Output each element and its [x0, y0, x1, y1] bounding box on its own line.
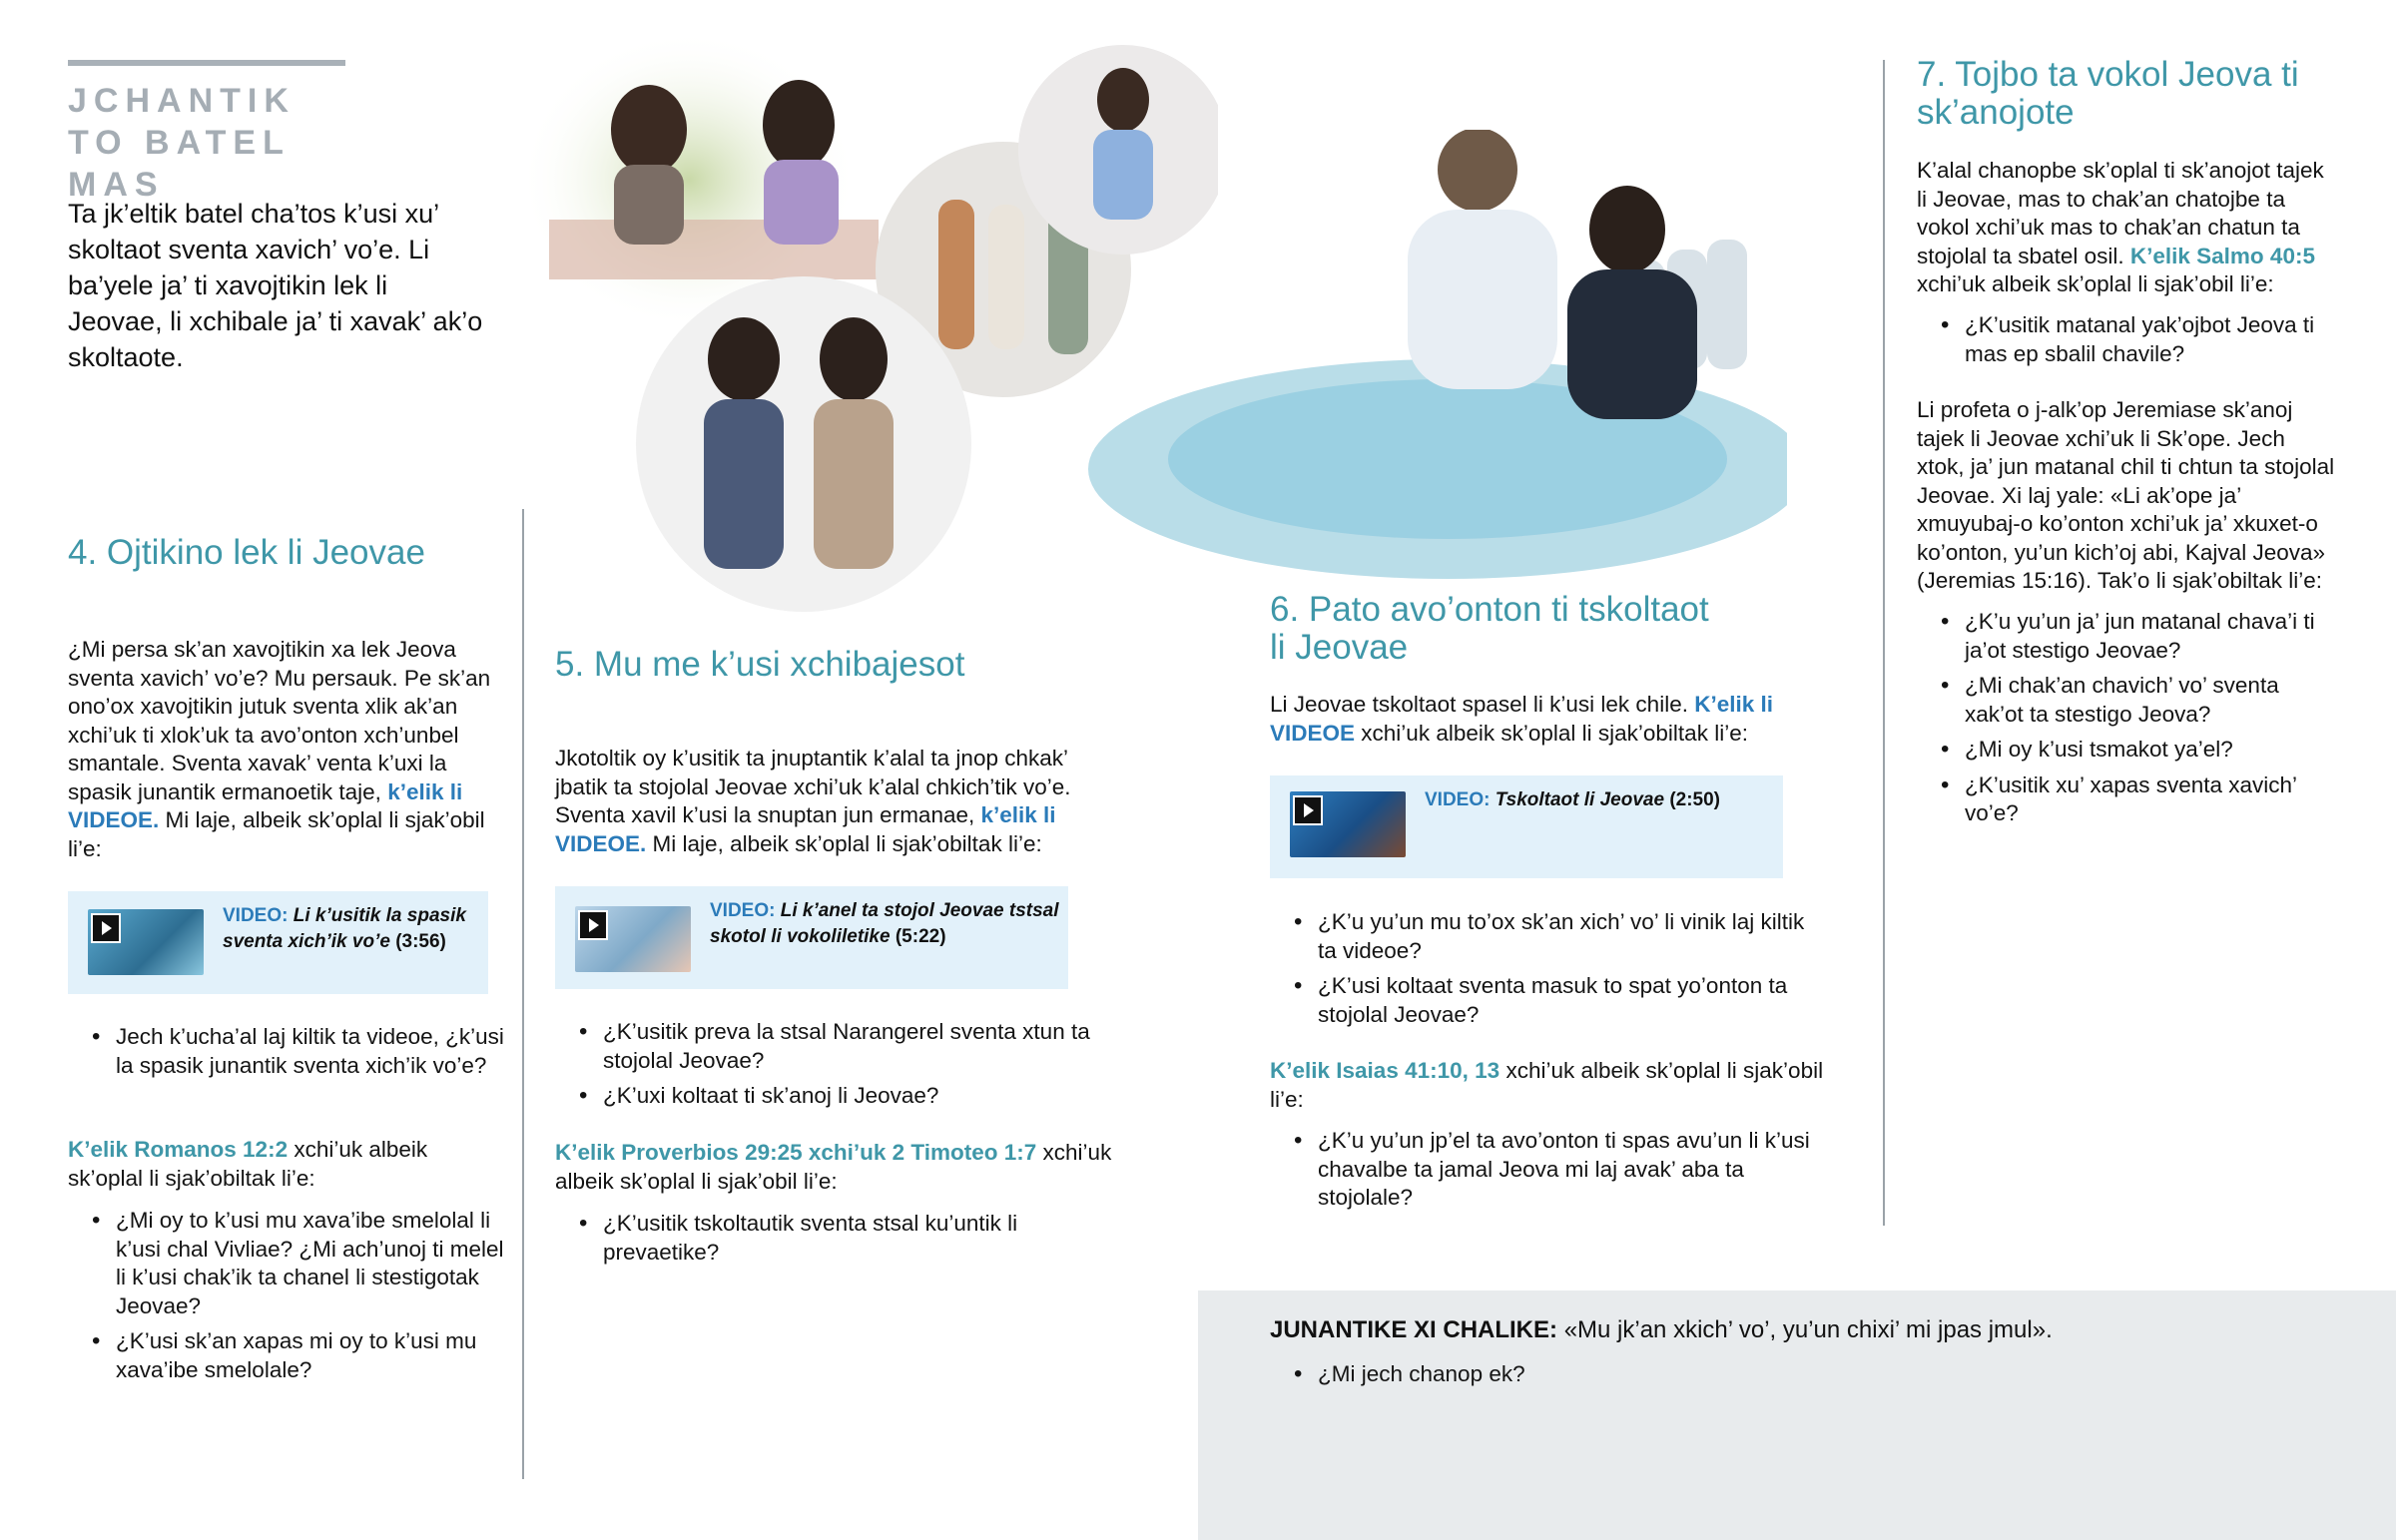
list-item: • ¿K’usitik matanal yak’ojbot Jeova ti mas ep sbalil chavile?	[1917, 311, 2336, 368]
video-thumbnail[interactable]	[88, 909, 204, 975]
scripture-link[interactable]: K’elik Proverbios 29:25 xchi’uk 2 Timoteo 1:7	[555, 1140, 1037, 1165]
list-item: • ¿K’usi sk’an xapas mi oy to k’usi mu xava’ibe smelolale?	[68, 1327, 507, 1384]
summary-label: JUNANTIKE XI CHALIKE:	[1270, 1316, 1558, 1343]
column-divider-1	[522, 509, 524, 1479]
section-4-paragraph: ¿Mi persa sk’an xavojtikin xa lek Jeova sventa xavich’ vo’e? Mu persauk. Pe sk’an ono’ox xavojtikin jutuk sventa xlik ak’an xchi’uk ti xlok’uk ta avo’onton xch’unbel smantale. Sventa xavak’ venta k’uxi la spasik junantik ermanoetik taje, k’elik li VIDEOE. Mi laje, albeik sk’oplal li sjak’obil li’e:	[68, 637, 491, 861]
list-item: • ¿Mi oy k’usi tsmakot ya’el?	[1917, 736, 2336, 765]
list-item: • ¿K’usitik tskoltautik sventa stsal ku’untik li prevaetike?	[555, 1210, 1094, 1267]
section-6-paragraph: Li Jeovae tskoltaot spasel li k’usi lek chile. K’elik li VIDEOE xchi’uk albeik sk’oplal li sjak’obiltak li’e:	[1270, 692, 1774, 746]
section-7-questions-1	[1917, 311, 2336, 375]
section-7-paragraph-1: K’alal chanopbe sk’oplal ti sk’anojot tajek li Jeovae, mas to chak’an chatojbe ta vokol xchi’uk mas to chak’an chatun ta stojolal ta sbatel osil. K’elik Salmo 40:5 xchi’uk albeik sk’oplal li sjak’obil li’e:	[1917, 158, 2324, 296]
section-6-title: 6. Pato avo’onton ti tskoltaot li Jeovae	[1270, 590, 1709, 667]
section-6-questions-1	[1270, 908, 1829, 1036]
video-box[interactable]	[555, 886, 1068, 989]
play-icon[interactable]	[578, 910, 608, 940]
play-icon[interactable]	[91, 913, 121, 943]
list-item: • ¿K’u yu’un ja’ jun matanal chava’i ti ja’ot stestigo Jeovae?	[1917, 608, 2336, 665]
list-item: • ¿Mi jech chanop ek?	[1270, 1360, 2168, 1389]
list-item: • ¿K’usi koltaat sventa masuk to spat yo’onton ta stojolal Jeovae?	[1270, 972, 1829, 1029]
list-item: • ¿K’uxi koltaat ti sk’anoj li Jeovae?	[555, 1082, 1094, 1111]
list-item: • Jech k’ucha’al laj kiltik ta videoe, ¿k’usi la spasik junantik sventa xich’ik vo’e?	[68, 1023, 507, 1080]
section-5-questions-2	[555, 1210, 1094, 1274]
section-6-reading: K’elik Isaias 41:10, 13 xchi’uk albeik sk’oplal li sjak’obil li’e:	[1270, 1058, 1824, 1112]
video-link[interactable]: k’elik li VIDEOE.	[555, 802, 1056, 856]
video-box[interactable]	[1270, 775, 1783, 878]
section-5-questions-1	[555, 1018, 1094, 1118]
section-4-reading: K’elik Romanos 12:2 xchi’uk albeik sk’oplal li sjak’obiltak li’e:	[68, 1137, 428, 1191]
list-item: • ¿K’u yu’un mu to’ox sk’an xich’ vo’ li vinik laj kiltik ta videoe?	[1270, 908, 1829, 965]
play-icon[interactable]	[1293, 795, 1323, 825]
kicker-rule	[68, 60, 345, 66]
section-4-questions-2	[68, 1207, 507, 1391]
section-7-paragraph-2: Li profeta o j-alk’op Jeremiase sk’anoj tajek li Jeovae xchi’uk li Sk’ope. Jech xtok, ja’ jun matanal chil ti chtun ta stojolal Jeovae. Xi laj yale: «Li ak’ope ja’ xmuyubaj-o ko’onton xchi’uk ja’ xkuxet-o ko’onton, yu’un kich’oj abi, Kajval Jeova» (Jeremias 15:16). Tak’o li sjak’obiltak li’e:	[1917, 397, 2335, 593]
video-thumbnail[interactable]	[575, 906, 691, 972]
baptism-illustration	[1068, 130, 1787, 599]
section-5-reading: K’elik Proverbios 29:25 xchi’uk 2 Timoteo 1:7 xchi’uk albeik sk’oplal li sjak’obil li’e:	[555, 1140, 1112, 1194]
video-thumbnail[interactable]	[1290, 791, 1406, 857]
section-7-questions-2	[1917, 608, 2336, 835]
summary-questions	[1270, 1360, 2168, 1396]
section-5-title: 5. Mu me k’usi xchibajesot	[555, 645, 965, 684]
section-5-paragraph: Jkotoltik oy k’usitik ta jnuptantik k’alal ta jnop chkak’ jbatik ta stojolal Jeovae xchi’uk k’alal chkich’tik vo’e. Sventa xavil k’usi la snuptan jun ermanae, k’elik li VIDEOE. Mi laje, albeik sk’oplal li sjak’obiltak li’e:	[555, 746, 1071, 856]
list-item: • ¿K’usitik preva la stsal Narangerel sventa xtun ta stojolal Jeovae?	[555, 1018, 1094, 1075]
section-4-title: 4. Ojtikino lek li Jeovae	[68, 533, 425, 572]
list-item: • ¿K’u yu’un jp’el ta avo’onton ti spas avu’un li k’usi chavalbe ta jamal Jeova mi laj avak’ aba ta stojolale?	[1270, 1127, 1829, 1213]
scripture-link[interactable]: K’elik Salmo 40:5	[2129, 243, 2315, 268]
list-item: • ¿K’usitik xu’ xapas sventa xavich’ vo’e?	[1917, 771, 2336, 828]
section-kicker: JCHANTIK TO BATEL MAS	[68, 82, 296, 204]
video-caption: VIDEO: Li k’usitik la spasik sventa xich’ik vo’e (3:56)	[223, 905, 466, 952]
intro-paragraph: Ta jk’eltik batel cha’tos k’usi xu’ skoltaot sventa xavich’ vo’e. Li ba’yele ja’ ti xavojtikin lek li Jeovae, li xchibale ja’ ti xavak’ ak’o skoltaote.	[68, 199, 483, 372]
scripture-link[interactable]: K’elik Isaias 41:10, 13	[1270, 1058, 1500, 1083]
summary-statement: JUNANTIKE XI CHALIKE: «Mu jk’an xkich’ vo’, yu’un chixi’ mi jpas jmul».	[1270, 1316, 2053, 1343]
list-item: • ¿Mi oy to k’usi mu xava’ibe smelolal li k’usi chal Vivliae? ¿Mi ach’unoj ti melel li k’usi chak’ik ta chanel li stestigotak Jeovae?	[68, 1207, 507, 1320]
video-caption: VIDEO: Tskoltaot li Jeovae (2:50)	[1425, 789, 1721, 810]
video-link[interactable]: k’elik li VIDEOE.	[68, 778, 463, 832]
section-4-questions-1	[68, 1023, 507, 1087]
video-caption: VIDEO: Li k’anel ta stojol Jeovae tstsal skotol li vokoliletike (5:22)	[710, 900, 1059, 947]
scripture-link[interactable]: K’elik Romanos 12:2	[68, 1137, 289, 1162]
video-box[interactable]	[68, 891, 488, 994]
video-link[interactable]: K’elik li VIDEOE	[1270, 692, 1774, 746]
column-divider-2	[1883, 60, 1885, 1226]
section-7-title: 7. Tojbo ta vokol Jeova ti sk’anojote	[1917, 55, 2299, 132]
list-item: • ¿Mi chak’an chavich’ vo’ sventa xak’ot ta stestigo Jeova?	[1917, 672, 2336, 729]
section-6-questions-2	[1270, 1127, 1829, 1220]
